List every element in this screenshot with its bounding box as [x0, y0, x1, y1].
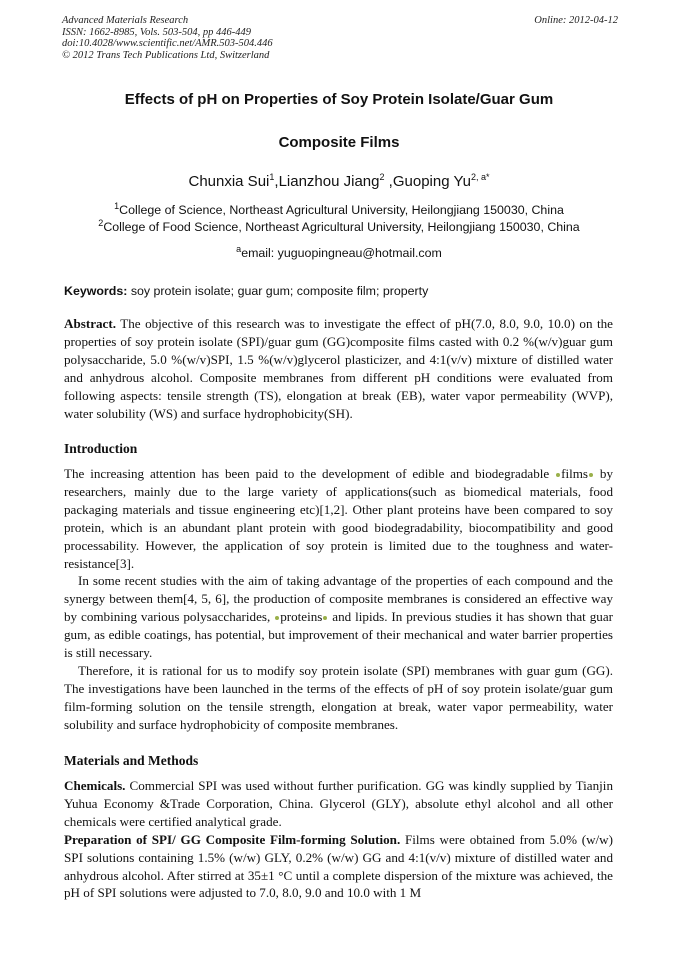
section-heading-methods: Materials and Methods	[64, 753, 199, 768]
affiliation-text: College of Food Science, Northeast Agricultural University, Heilongjiang 150030, China	[103, 220, 580, 234]
abstract-text: The objective of this research was to investigate the effect of pH(7.0, 8.0, 9.0, 10.0) on the properties of soy protein isolate (SPI)/guar gum (GG)composite films casted with 0.2 %(w/v)guar gum polysaccharide, 5.0 %(w/v)SPI, 1.5 %(w/v)glycerol plasticizer, and 4:1(v/v) mixture of distilled water and anhydrous alcohol. Composite membranes from different pH conditions were evaluated from following aspects: tensile strength (TS), elongation at break (EB), water vapor permeability (WVP), water solubility (WS) and surface hydrophobicity(SH).	[64, 316, 613, 421]
author-sup: 1	[269, 172, 275, 182]
text-run: by researchers, mainly due to the large variety of applications(such as biomedical materials, food packaging materials and tissue engineering etc)[1,2]. Other plant proteins have been compared to soy protein, which is an abundant plant protein with good biodegradability, biocompatibility and good processability. However, the application of soy protein is limited due to the toughness and water-resistance[3].	[64, 466, 614, 571]
copyright-line: © 2012 Trans Tech Publications Ltd, Switzerland	[62, 49, 270, 61]
page-header	[62, 15, 618, 61]
section-heading-introduction: Introduction	[64, 441, 138, 456]
marker-dot	[589, 473, 593, 477]
text-run: films	[561, 466, 589, 481]
affiliation	[40, 200, 638, 217]
author-name: Lianzhou Jiang	[278, 173, 380, 190]
paragraph: Therefore, it is rational for us to modify soy protein isolate (SPI) membranes with guar gum (GG). The investigations have been launched in the terms of the effects of pH of soy protein isolate/guar gum film-forming solution on the tensile strength, elongation at break, water vapor permeability, water solubility and surface hydrophobicity of composite membranes.	[64, 662, 613, 732]
text-run: In some recent studies with the aim of taking advantage of the properties of each compound and the synergy between them[4, 5, 6], the production of composite membranes is considered an effective way by combining various polysaccharides,	[64, 573, 613, 625]
email-text: email: yuguopingneau@hotmail.com	[241, 246, 442, 260]
paper-title-line-1: Effects of pH on Properties of Soy Protein Isolate/Guar Gum	[124, 91, 554, 108]
abstract-label: Abstract.	[64, 316, 116, 331]
author-sup: 2	[379, 172, 385, 182]
text-run: and lipids. In previous studies it has shown that guar gum, as edible coatings, has potential, but improvement of their mechanical and water barrier properties is still necessary.	[64, 609, 613, 661]
affiliation-sup: 1	[114, 200, 120, 211]
author-name: Chunxia Sui	[188, 173, 270, 190]
journal-name: Advanced Materials Research	[62, 15, 189, 26]
author-sup: 2, a*	[470, 172, 490, 182]
text-run: Films were obtained from 5.0% (w/w) SPI solutions containing 1.5% (w/w) GLY, 0.2% (w/w) GG and 4:1(v/v) mixture of distilled water and anhydrous alcohol. After stirred at 35±1 °C until a complete dispersion of the mixture was achieved, the pH of SPI solutions were adjusted to 7.0, 8.0, 9.0 and 10.0 with 1 M	[64, 831, 613, 901]
issn-line: ISSN: 1662-8985, Vols. 503-504, pp 446-449	[62, 26, 251, 38]
paragraph	[64, 777, 613, 831]
abstract	[64, 315, 613, 422]
paragraph	[64, 465, 613, 572]
introduction-body	[64, 465, 613, 734]
online-date: Online: 2012-04-12	[534, 15, 618, 26]
doi-line: doi:10.4028/www.scientific.net/AMR.503-504.446	[62, 38, 273, 49]
keywords-text: soy protein isolate; guar gum; composite film; property	[130, 284, 429, 298]
subsection-label: Chemicals.	[64, 778, 126, 793]
author-name: Guoping Yu	[392, 173, 471, 190]
paragraph	[64, 831, 613, 903]
methods-body	[64, 777, 613, 902]
keywords	[64, 284, 616, 298]
email-sup: a	[236, 243, 242, 254]
paper-title-line-2: Composite Films	[278, 134, 400, 151]
text-run: The increasing attention has been paid to the development of edible and biodegradable	[64, 466, 556, 481]
paragraph	[64, 572, 613, 662]
marker-dot	[556, 473, 560, 477]
author-list	[40, 173, 638, 190]
author-separator: ,	[384, 173, 393, 190]
subsection-label: Preparation of SPI/ GG Composite Film-forming Solution.	[64, 831, 401, 847]
affiliation	[40, 217, 638, 234]
affiliation-sup: 2	[98, 217, 104, 228]
text-run: proteins	[280, 609, 323, 625]
keywords-label: Keywords:	[64, 284, 128, 298]
corresponding-email	[40, 243, 638, 260]
affiliation-text: College of Science, Northeast Agricultural University, Heilongjiang 150030, China	[119, 203, 564, 217]
marker-dot	[275, 616, 279, 620]
marker-dot	[323, 616, 327, 620]
text-run: Commercial SPI was used without further purification. GG was kindly supplied by Tianjin Yuhua Economy &Trade Corporation, China. Glycerol (GLY), absolute ethyl alcohol and all other chemicals were certified analytical grade.	[64, 778, 613, 829]
author-separator: ,	[274, 173, 279, 190]
